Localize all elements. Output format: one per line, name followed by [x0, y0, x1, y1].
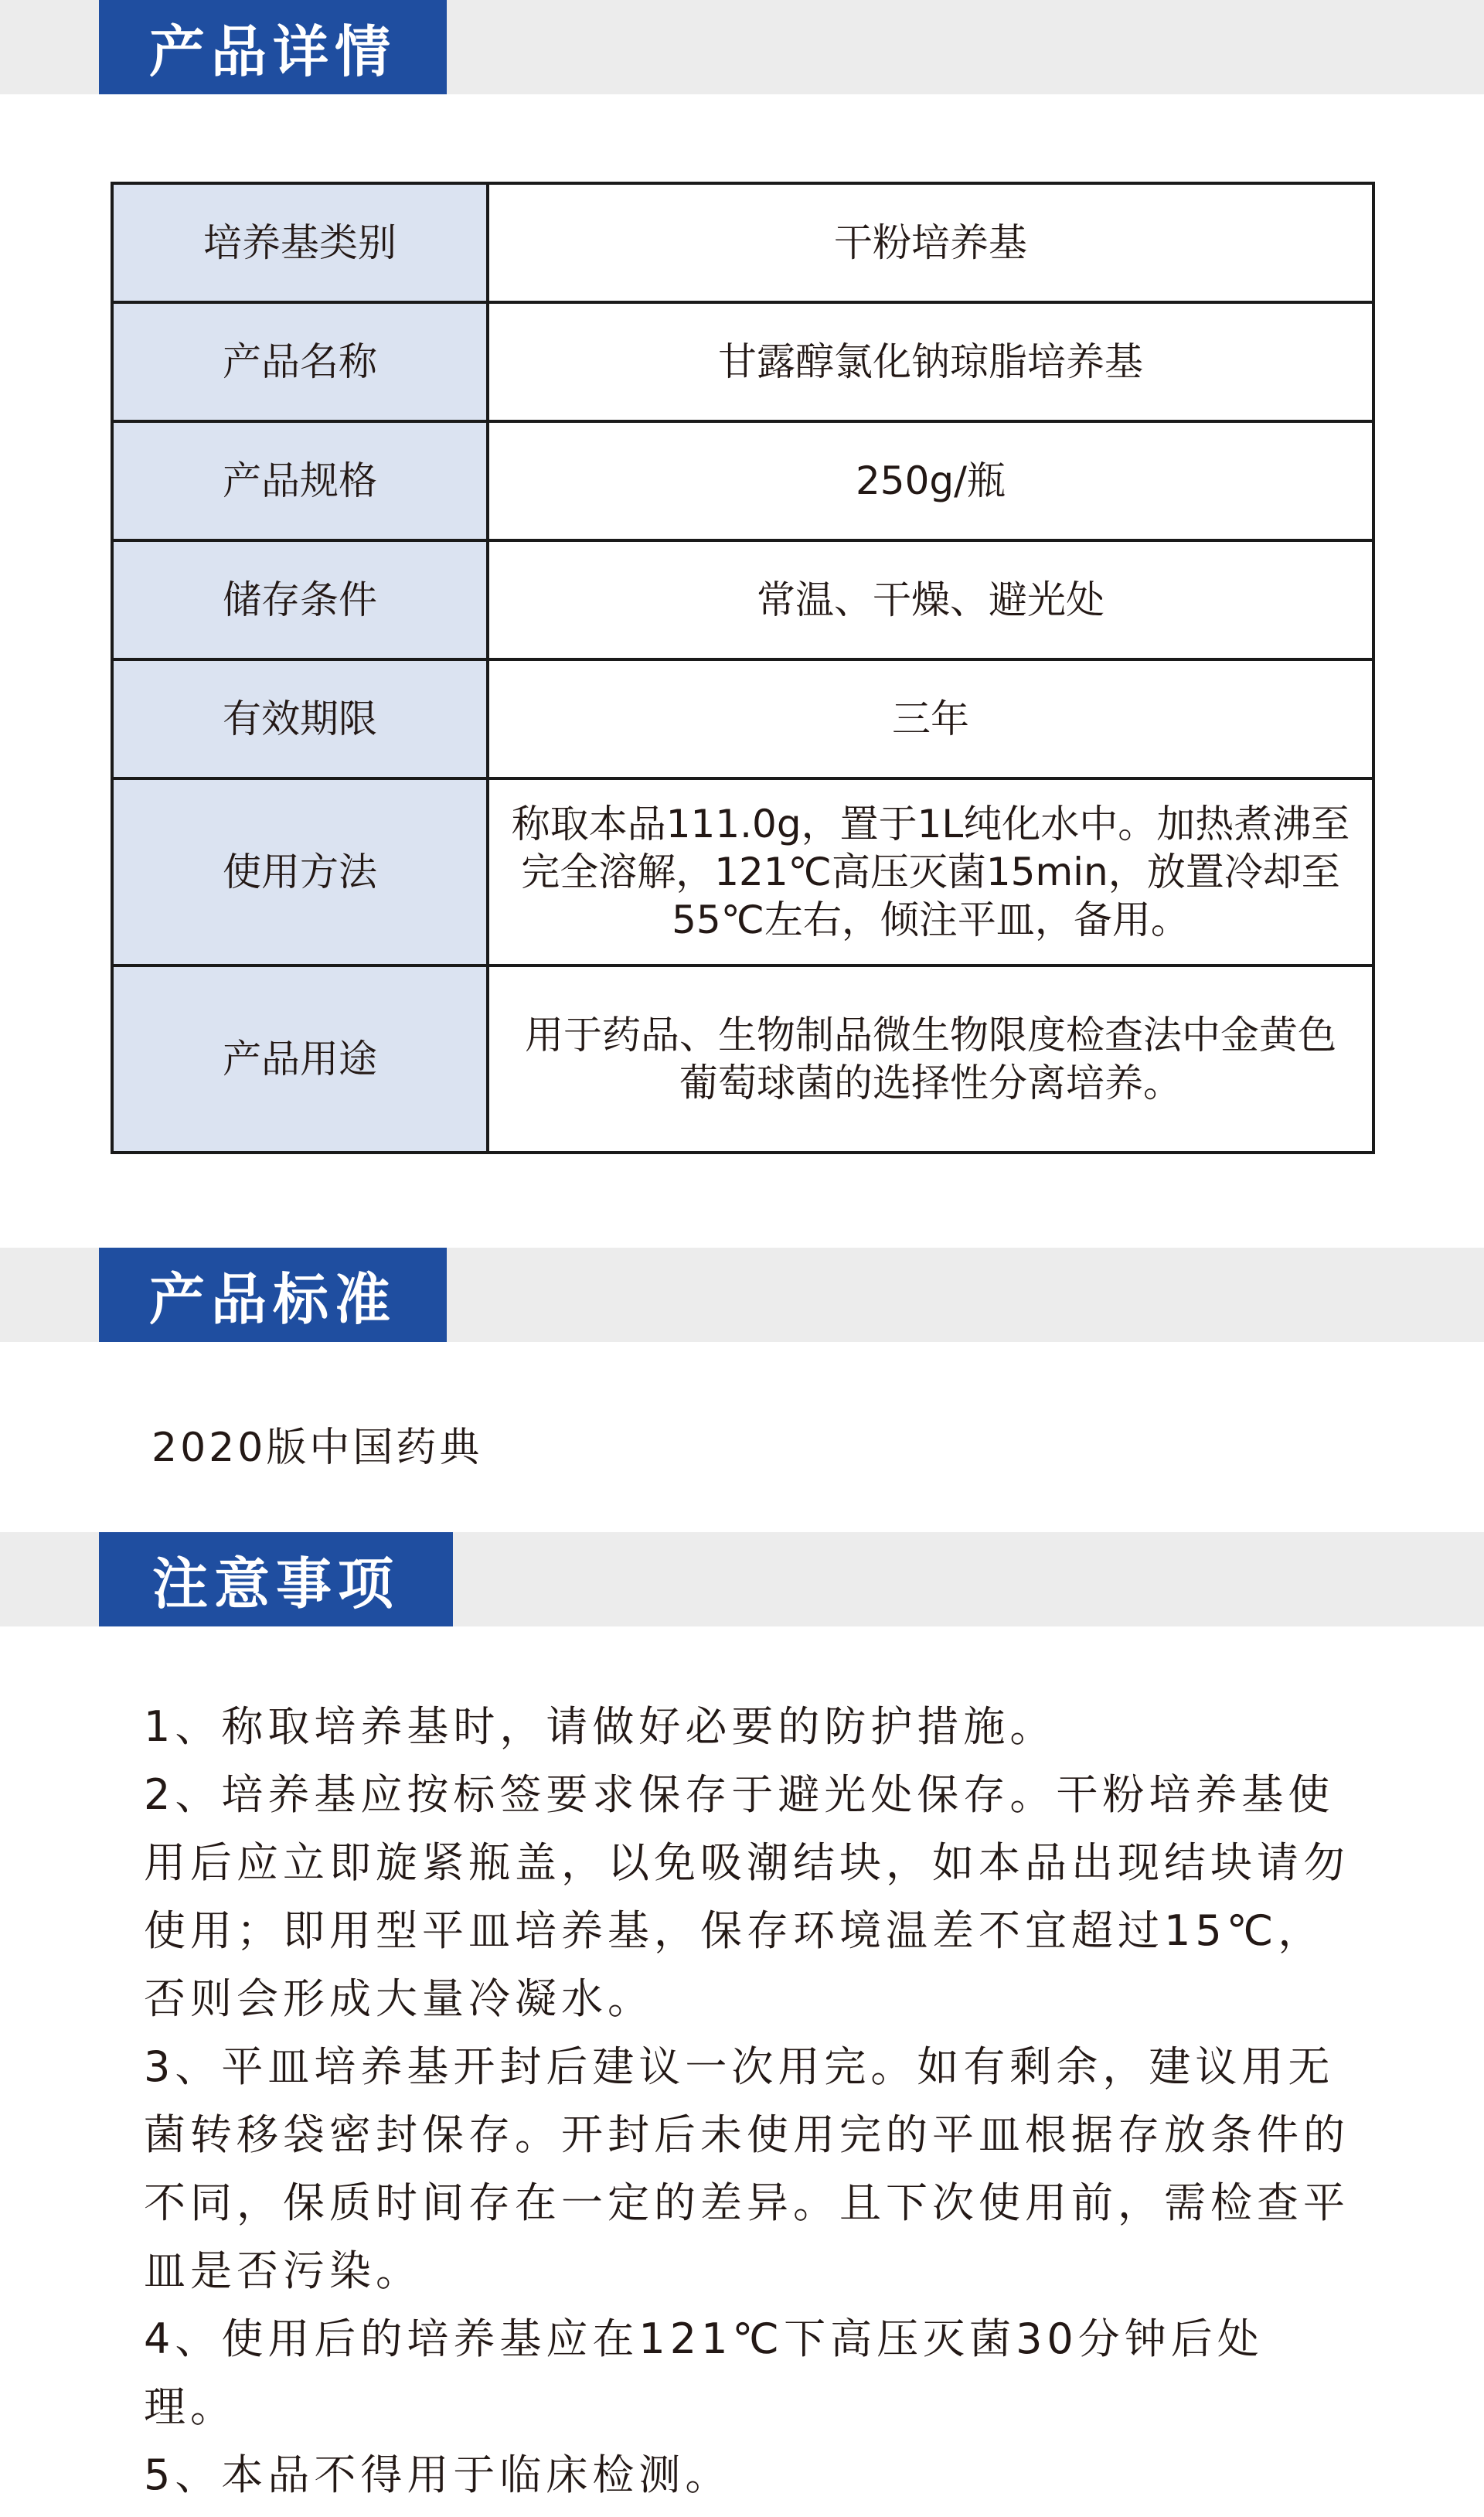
row-value: 三年: [488, 659, 1373, 778]
note-item: 1、称取培养基时，请做好必要的防护措施。: [144, 1702, 1057, 1751]
standard-text: 2020版中国药典: [151, 1425, 483, 1471]
row-label: 培养基类别: [112, 183, 488, 302]
row-value: 250g/瓶: [488, 421, 1373, 540]
details-section-title: 产品详情: [99, 0, 447, 94]
row-value: 甘露醇氯化钠琼脂培养基: [488, 302, 1373, 421]
row-value: 用于药品、生物制品微生物限度检查法中金黄色葡萄球菌的选择性分离培养。: [488, 966, 1373, 1153]
row-value: 干粉培养基: [488, 183, 1373, 302]
row-value: 常温、干燥、避光处: [488, 540, 1373, 659]
row-label: 有效期限: [112, 659, 488, 778]
table-row: [112, 659, 1373, 778]
table-row: [112, 421, 1373, 540]
standard-section-title: 产品标准: [99, 1248, 447, 1342]
note-item: 5、本品不得用于临床检测。: [144, 2451, 732, 2499]
table-row: [112, 302, 1373, 421]
notes-section-title: 注意事项: [99, 1532, 453, 1626]
row-label: 储存条件: [112, 540, 488, 659]
note-item: 3、平皿培养基开封后建议一次用完。如有剩余，建议用无菌转移袋密封保存。开封后未使用完的平皿根据存放条件的不同，保质时间存在一定的差异。且下次使用前，需检查平皿是否污染。: [144, 2042, 1350, 2295]
note-item: 4、使用后的培养基应在121℃下高压灭菌30分钟后处理。: [144, 2314, 1264, 2431]
table-row: [112, 778, 1373, 966]
row-label: 使用方法: [112, 778, 488, 966]
row-label: 产品名称: [112, 302, 488, 421]
note-item: 2、培养基应按标签要求保存于避光处保存。干粉培养基使用后应立即旋紧瓶盖，以免吸潮结块，如本品出现结块请勿使用；即用型平皿培养基，保存环境温差不宜超过15℃，否则会形成大量冷凝水。: [144, 1770, 1350, 2023]
row-label: 产品规格: [112, 421, 488, 540]
product-details-table: [111, 182, 1375, 1154]
notes-list: [144, 1693, 1350, 2509]
table-row: [112, 183, 1373, 302]
table-row: [112, 966, 1373, 1153]
row-label: 产品用途: [112, 966, 488, 1153]
row-value: 称取本品111.0g，置于1L纯化水中。加热煮沸至完全溶解，121℃高压灭菌15min，放置冷却至55℃左右，倾注平皿，备用。: [488, 778, 1373, 966]
table-row: [112, 540, 1373, 659]
